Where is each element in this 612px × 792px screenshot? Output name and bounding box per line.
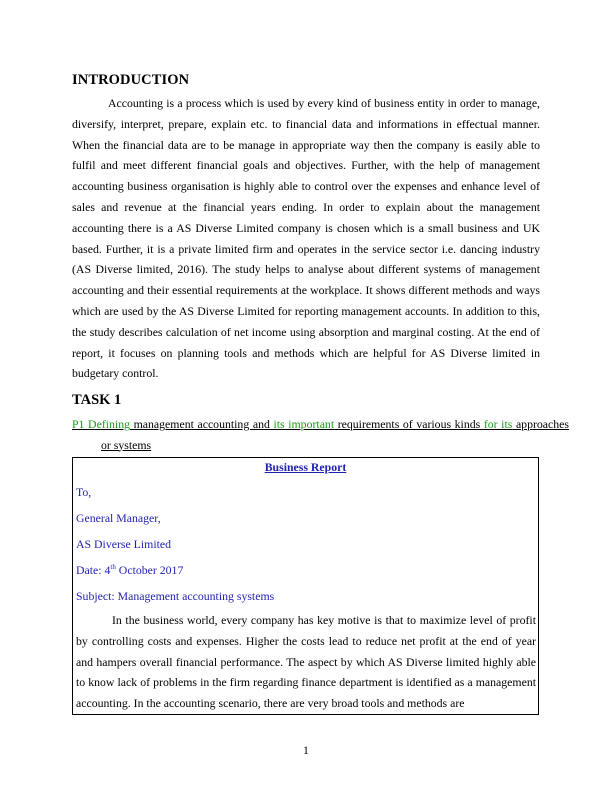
- p1-part-highlight: for its: [483, 417, 513, 431]
- p1-part-text: requirements of various kinds: [334, 417, 484, 431]
- report-recipient: General Manager,: [76, 511, 161, 525]
- report-subject: Subject: Management accounting systems: [76, 589, 275, 603]
- p1-criterion-heading: [72, 414, 569, 455]
- p1-part-text: approaches or systems: [101, 417, 570, 452]
- report-title: Business Report: [264, 460, 347, 474]
- page-number: 1: [303, 743, 309, 757]
- report-date-sup: th: [110, 563, 116, 572]
- task-heading: TASK 1: [72, 392, 122, 408]
- report-date: [76, 563, 183, 578]
- business-report-box: [72, 457, 539, 715]
- report-body: In the business world, every company has key motive is that to maximize level of profit by controlling costs and expenses. Higher the costs lead to reduce net profit at the end of year and hampers overall financial performance. The aspect by which AS Diverse limited highly able to know lack of problems in the firm regarding finance department is identified as a management accounting. In the accounting scenario, there are very broad tools and methods are: [76, 613, 536, 711]
- report-to: To,: [76, 485, 92, 499]
- p1-part-highlight: its important: [273, 417, 335, 431]
- p1-part-label: P1 Defining: [72, 417, 130, 431]
- report-date-prefix: Date: 4: [76, 563, 111, 577]
- p1-part-text: management accounting and: [130, 417, 274, 431]
- introduction-paragraph: Accounting is a process which is used by every kind of business entity in order to manage, diversify, interpret, prepare, explain etc. to financial data and informations in effectual manner. When the financial data are to be manage in appropriate way then the company is easily able to fulfil and meet different financial goals and objectives. Further, with the help of management accounting business organisation is highly able to control over the expenses and enhance level of sales and revenue at the financial years ending. In order to explain about the management accounting there is a AS Diverse Limited company is chosen which is a small business and UK based. Further, it is a private limited firm and operates in the service sector i.e. dancing industry (AS Diverse limited, 2016). The study helps to analyse about different systems of management accounting and their essential requirements at the workplace. It shows different methods and ways which are used by the AS Diverse Limited for reporting management accounts. In addition to this, the study describes calculation of net income using absorption and marginal costing. At the end of report, it focuses on planning tools and methods which are helpful for AS Diverse limited in budgetary control.: [72, 96, 540, 381]
- report-date-suffix: October 2017: [115, 563, 184, 577]
- report-company: AS Diverse Limited: [76, 537, 172, 551]
- introduction-heading: INTRODUCTION: [72, 72, 190, 88]
